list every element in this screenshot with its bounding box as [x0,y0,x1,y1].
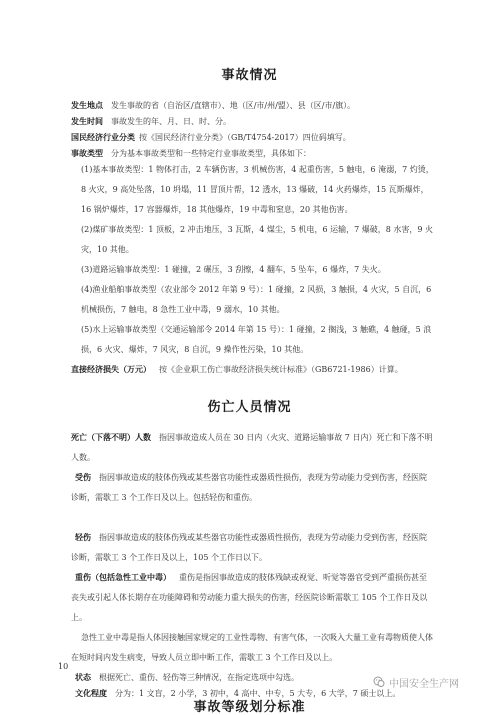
text-minor: 指因事故造成的肢体伤残或某些器官功能性或器质性损伤，表现为劳动能力受到伤害，经医院诊断，需歇工 3 个工作日及以上，105 个工作日以下。 [71,533,427,562]
term-minor: 轻伤 [75,533,91,542]
text-injured: 指因事故造成的肢体伤残或某些器官功能性或器质性损伤，表现为劳动能力受到伤害，经医院诊断，需歇工 3 个工作日及以上。包括轻伤和重伤。 [71,473,427,502]
para-injured [71,468,434,508]
term-industry: 国民经济行业分类 [71,133,135,142]
text-industry: 按《国民经济行业分类》（GB/T4754-2017）四位码填写。 [139,133,351,142]
watermark-text: 中国安全生产网 [389,678,459,690]
term-injured: 受伤 [75,473,91,482]
text-time: 事故发生的年、月、日、时、分。 [111,117,231,126]
para-poison: 急性工业中毒是指人体因接触国家规定的工业性毒物、有害气体，一次吸入大量工业有毒物质使人体在短时间内发生病变，导致人员立即中断工作，需歇工 3 个工作日及以上。 [71,633,433,662]
para-minor [71,528,434,568]
section-title-casualty: 伤亡人员情况 [207,400,292,415]
section-title-accident-info: 事故情况 [221,68,278,83]
text-education: 分为：1 文盲，2 小学，3 初中，4 高中、中专，5 大专，6 大学，7 硕士以上。 [115,689,401,698]
text-location: 发生事故的省（自治区/直辖市）、地（区/市/州/盟）、县（区/市/旗）。 [111,101,356,110]
text-status: 根据死亡、重伤、轻伤等三种情况，在指定选项中勾选。 [99,673,299,682]
term-heavy: 重伤（包括急性工业中毒） [75,573,171,582]
page-number: 10 [58,662,69,671]
para-type-basic: (1)基本事故类型：1 物体打击，2 车辆伤害，3 机械伤害，4 起重伤害，5 触电，6 淹溺，7 灼烫，8 火灾，9 高处坠落，10 坍塌，11 冒顶片帮，12 透水，13 爆破，14 火药爆炸，15 瓦斯爆炸，16 锅炉爆炸，17 容器爆炸，18 其他爆炸，19 中毒和窒息，20 其他伤害。 [81,165,434,214]
text-type: 分为基本事故类型和一些特定行业事故类型，具体如下： [111,149,311,158]
term-status: 状态 [75,673,91,682]
para-type-fishing: (4)渔业船舶事故类型（农业部令 2012 年第 9 号）：1 碰撞，2 风损，3 触损，4 火灾，5 自沉，6 机械损伤，7 触电，8 急性工业中毒，9 溺水，10 其他。 [81,285,432,314]
para-type-water: (5)水上运输事故类型（交通运输部令 2014 年第 15 号）：1 碰撞，2 搁浅，3 触礁，4 触碰，5 浪损，6 火灾、爆炸，7 风灾，8 自沉，9 操作性污染，10 其他。 [81,325,432,354]
term-time: 发生时间 [71,117,103,126]
para-heavy [71,568,434,628]
watermark [373,675,459,689]
term-location: 发生地点 [71,101,103,110]
term-death: 死亡（下落不明）人数 [71,433,151,442]
section-title-grade: 事故等级划分标准 [193,700,306,715]
para-death [71,428,434,468]
text-loss: 按《企业职工伤亡事故经济损失统计标准》（GB6721-1986）计算。 [159,365,403,374]
wechat-logo-icon [373,676,385,688]
term-loss: 直接经济损失（万元） [71,365,151,374]
text-heavy: 重伤是指因事故造成的肢体残缺或视觉、听觉等器官受到严重损伤甚至丧失或引起人体长期存在功能障碍和劳动能力重大损失的伤害，经医院诊断需歇工 105 个工作日及以上。 [71,573,428,622]
para-loss [71,360,434,380]
text-death: 指因事故造成人员在 30 日内（火灾、道路运输事故 7 日内）死亡和下落不明人数。 [71,433,433,462]
para-type-coal: (2)煤矿事故类型：1 顶板，2 冲击地压，3 瓦斯，4 煤尘，5 机电，6 运输，7 爆破，8 水害，9 火灾，10 其他。 [81,225,434,254]
term-education: 文化程度 [75,689,107,698]
para-type-road: (3)道路运输事故类型：1 碰撞，2 碾压，3 刮擦，4 翻车，5 坠车，6 爆炸，7 失火。 [81,265,386,274]
term-type: 事故类型 [71,149,103,158]
